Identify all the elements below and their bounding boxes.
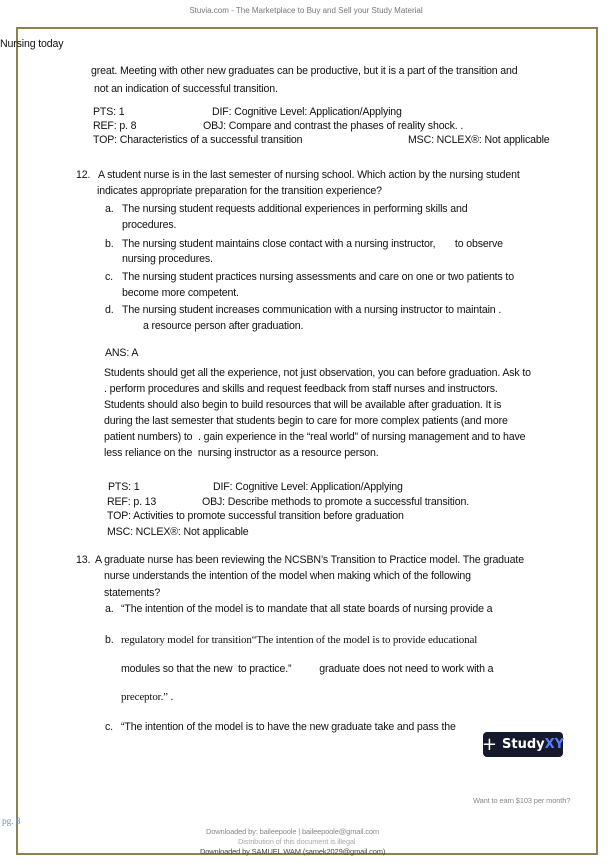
option-text: The nursing student practices nursing assessments and care on one or two patients to <box>122 271 514 283</box>
option-text: become more competent. <box>122 287 239 299</box>
downloaded-by: Downloaded by: baileepoole | baileepoole@gmail.com <box>206 827 380 836</box>
option-text: modules so that the new to practice.” graduate does not need to work with a <box>121 663 494 675</box>
question-stem: A graduate nurse has been reviewing the NCSBN’s Transition to Practice model. The graduate <box>95 554 524 566</box>
question-stem: A student nurse is in the last semester of nursing school. Which action by the nursing student <box>98 169 520 181</box>
meta-top: TOP: Characteristics of a successful transition <box>93 134 303 146</box>
prev-text: not an indication of successful transition. <box>94 83 278 95</box>
option-text: The nursing student maintains close contact with a nursing instructor, to observe <box>122 238 503 250</box>
option-text: preceptor.” . <box>121 691 174 703</box>
rationale: patient numbers) to . gain experience in the “real world” of nursing management and to have <box>104 431 526 443</box>
question-number: 13. <box>76 554 91 566</box>
answer: ANS: A <box>105 347 139 359</box>
option-text: nursing procedures. <box>122 253 213 265</box>
meta-msc: MSC: NCLEX®: Not applicable <box>408 134 550 146</box>
meta-top: TOP: Activities to promote successful transition before graduation <box>107 510 404 522</box>
studyxy-button[interactable] <box>483 732 563 757</box>
option-letter: c. <box>105 721 113 733</box>
option-text: The nursing student increases communication with a nursing instructor to maintain . <box>122 304 502 316</box>
rationale: Students should get all the experience, not just observation, you can before graduation. Ask to <box>104 367 531 379</box>
option-text: a resource person after graduation. <box>143 320 304 332</box>
meta-dif: DIF: Cognitive Level: Application/Applying <box>213 481 403 493</box>
plus-icon: + <box>481 734 498 755</box>
rationale: during the last semester that students begin to care for more complex patients (and more <box>104 415 508 427</box>
prev-text: great. Meeting with other new graduates can be productive, but it is a part of the transition and <box>91 65 518 77</box>
studyxy-accent: XY <box>544 737 565 752</box>
option-text: “The intention of the model is to mandate that all state boards of nursing provide a <box>121 603 493 615</box>
meta-ref: REF: p. 8 <box>93 120 137 132</box>
studyxy-label: Study <box>502 737 545 752</box>
option-text: regulatory model for transition“The intention of the model is to provide educational <box>121 634 478 646</box>
option-letter: a. <box>105 603 114 615</box>
question-number: 12. <box>76 169 91 181</box>
distribution-notice: Distribution of this document is illegal <box>238 837 356 846</box>
option-letter: b. <box>105 634 114 646</box>
question-stem: statements? <box>104 587 161 599</box>
promo-link[interactable]: Want to earn $103 per month? <box>473 796 571 805</box>
option-text: procedures. <box>122 219 177 231</box>
rationale: less reliance on the nursing instructor as a resource person. <box>104 447 379 459</box>
meta-msc: MSC: NCLEX®: Not applicable <box>107 526 249 538</box>
question-stem: indicates appropriate preparation for the transition experience? <box>97 185 382 197</box>
site-banner: Stuvia.com - The Marketplace to Buy and Sell your Study Material <box>189 6 423 15</box>
option-letter: b. <box>105 238 114 250</box>
question-stem: nurse understands the intention of the model when making which of the following <box>104 570 471 582</box>
meta-pts: PTS: 1 <box>93 106 125 118</box>
page-number: pg. 8 <box>2 817 21 827</box>
meta-dif: DIF: Cognitive Level: Application/Applying <box>212 106 402 118</box>
option-text: “The intention of the model is to have the new graduate take and pass the <box>121 721 456 733</box>
option-letter: c. <box>105 271 113 283</box>
rationale: Students should also begin to build resources that will be available after graduation. It is <box>104 399 502 411</box>
meta-obj: OBJ: Describe methods to promote a successful transition. <box>202 496 470 508</box>
meta-pts: PTS: 1 <box>108 481 140 493</box>
meta-ref: REF: p. 13 <box>107 496 157 508</box>
downloaded-by-2: Downloaded by SAMUEL WAM (samek2029@gmail.com) <box>200 847 386 856</box>
option-text: The nursing student requests additional experiences in performing skills and <box>122 203 468 215</box>
rationale: . perform procedures and skills and request feedback from staff nurses and instructors. <box>104 383 498 395</box>
option-letter: d. <box>105 304 114 316</box>
option-letter: a. <box>105 203 114 215</box>
running-head: Nursing today <box>0 38 64 50</box>
meta-obj: OBJ: Compare and contrast the phases of reality shock. . <box>203 120 464 132</box>
